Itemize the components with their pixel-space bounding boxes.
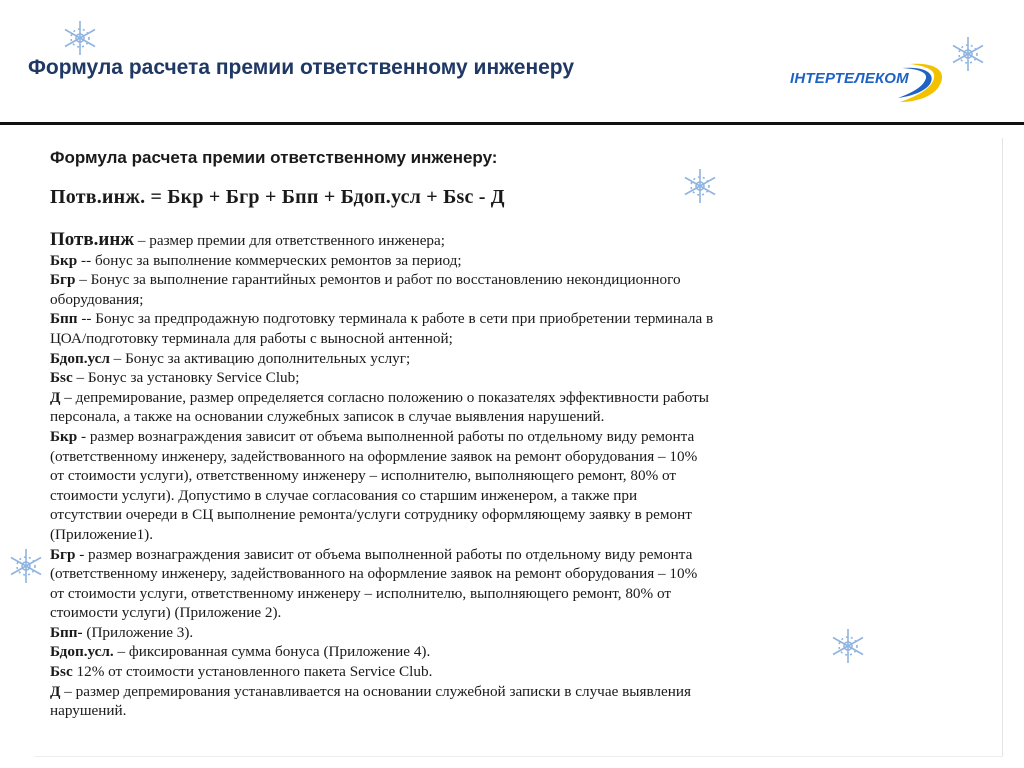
definition-term: Бгр [50,271,76,289]
logo-text: ІНТЕРТЕЛЕКОМ [790,70,909,87]
definition-text: -- Бонус за предпродажную подготовку терминала к работе в сети при приобретении терминала в [77,310,714,328]
bonus-formula: Потв.инж. = Бкр + Бгр + Бпп + Бдоп.усл + Бsc - Д [50,186,505,208]
definition-line [50,309,980,329]
definition-term: Д [50,388,61,406]
definition-text: (ответственному инженеру, задействованного на оформление заявок на ремонт оборудования – 10% [50,447,698,465]
definition-text: (Приложение1). [50,525,154,543]
definition-line [50,290,980,310]
definition-text: (ответственному инженеру, задействованного на оформление заявок на ремонт оборудования – 10% [50,565,698,583]
definition-line [50,388,980,408]
definition-text: – размер депремирования устанавливается на основании служебной записки в случае выявления [60,682,691,700]
definition-text: - размер вознаграждения зависит от объема выполненной работы по отдельному виду ремонта [75,545,693,563]
definition-line [50,486,980,506]
definition-line [50,603,980,623]
definition-line [50,349,980,369]
definition-line [50,230,980,251]
document-heading: Формула расчета премии ответственному инженеру: [50,148,498,167]
definition-term: Бпп [50,310,78,328]
definition-text: 12% от стоимости установленного пакета Service Club. [72,663,433,681]
header-divider [0,122,1024,125]
definition-text: – Бонус за активацию дополнительных услуг; [109,349,411,367]
intertelecom-logo [790,58,950,106]
definition-term: Бгр [50,545,76,563]
definition-line [50,505,980,525]
definition-text: от стоимости услуги), ответственному инженеру – исполнителю, выполняющего ремонт, 80% от [50,467,677,485]
definition-text: – Бонус за установку Service Club; [72,369,300,387]
definition-line [50,584,980,604]
definition-text: нарушений. [50,702,127,720]
definition-line [50,407,980,427]
definition-line [50,701,980,721]
definition-line [50,525,980,545]
definition-line [50,329,980,349]
definition-line [50,368,980,388]
definition-line [50,466,980,486]
definition-text: – размер премии для ответственного инженера; [134,232,445,249]
slide-title: Формула расчета премии ответственному инженеру [28,56,575,79]
definition-line [50,427,980,447]
definition-term: Бsc [50,369,73,387]
definition-term: Бкр [50,427,78,445]
definition-line [50,545,980,565]
definition-term: Потв.инж [50,229,135,250]
definition-text: (Приложение 3). [82,623,194,641]
definition-text: от стоимости услуги, ответственному инженеру – исполнителю, выполняющего ремонт, 80% от [50,584,671,602]
definition-text: -- бонус за выполнение коммерческих ремонтов за период; [77,251,462,269]
snowflake-icon [948,34,988,74]
snowflake-icon [60,18,100,58]
definition-text: стоимости услуги). Допустимо в случае согласования со старшим инженером, а также при [50,486,638,504]
definition-line [50,270,980,290]
definition-term: Бкр [50,251,78,269]
definition-text: – Бонус за выполнение гарантийных ремонтов и работ по восстановлению некондиционного [75,271,681,289]
definition-term: Д [50,682,61,700]
definition-term: Бпп- [50,623,83,641]
snowflake-icon [828,626,868,666]
definition-term: Бsc [50,663,73,681]
definition-text: отсутствии очереди в СЦ выполнение ремонта/услуги сотруднику оформляющему заявку в ремонт [50,506,692,524]
definition-line [50,251,980,271]
snowflake-icon [6,546,46,586]
definition-text: оборудования; [50,290,144,308]
definition-term: Бдоп.усл [50,349,110,367]
definition-text: ЦОА/подготовку терминала для работы с выносной антенной; [50,329,453,347]
definition-text: персонала, а также на основании служебных записок в случае выявления нарушений. [50,408,605,426]
definition-text: - размер вознаграждения зависит от объема выполненной работы по отдельному виду ремонта [77,427,695,445]
definition-line [50,682,980,702]
definition-line [50,564,980,584]
definition-text: – фиксированная сумма бонуса (Приложение 4). [113,643,431,661]
definition-text: стоимости услуги) (Приложение 2). [50,604,282,622]
definition-term: Бдоп.усл. [50,643,114,661]
definition-line [50,447,980,467]
snowflake-icon [680,166,720,206]
definition-text: – депремирование, размер определяется согласно положению о показателях эффективности работы [60,388,710,406]
